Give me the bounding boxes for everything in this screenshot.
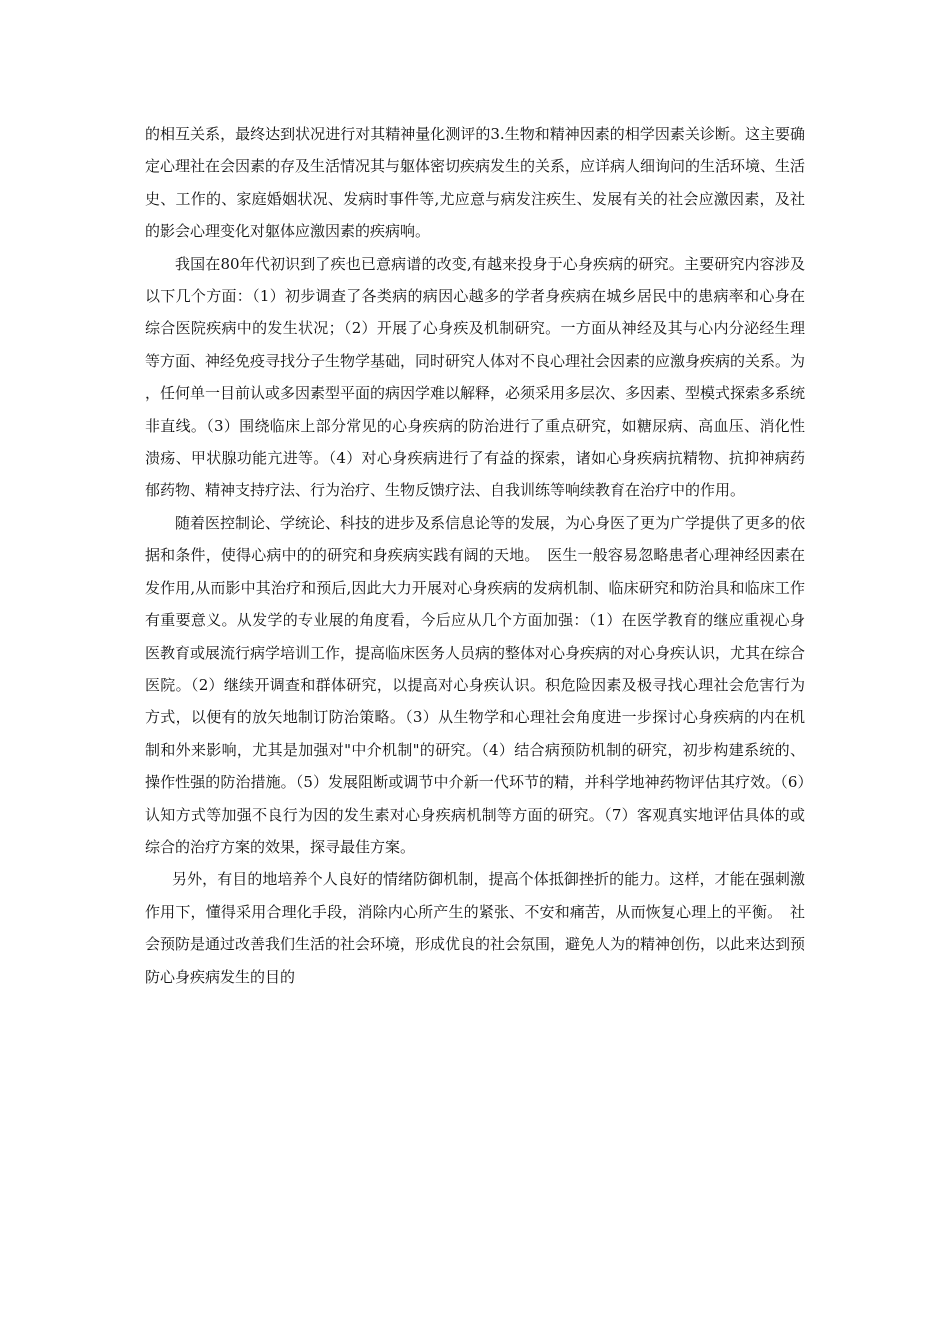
paragraph-2: 我国在80年代初识到了疾也已意病谱的改变,有越来投身于心身疾病的研究。主要研究内容涉及以下几个方面：（1）初步调查了各类病的病因心越多的学者身疾病在城乡居民中的患病率和心身在综合医院疾病中的发生状况；（2）开展了心身疾及机制研究。一方面从神经及其与心内分泌经生理等方面、神经免疫寻找分子生物学基础，同时研究人体对不良心理社会因素的应激身疾病的关系。为，任何单一目前认或多因素型平面的病因学难以解释，必须采用多层次、多因素、型模式探索多系统非直线。（3）围绕临床上部分常见的心身疾病的防治进行了重点研究，如糖尿病、高血压、消化性溃疡、甲状腺功能亢进等。（4）对心身疾病进行了有益的探索，诸如心身疾病抗精物、抗抑神病药郁药物、精神支持疗法、行为治疗、生物反馈疗法、自我训练等响续教育在治疗中的作用。 (145, 254, 806, 500)
paragraph-4: 另外，有目的地培养个人良好的情绪防御机制，提高个体抵御挫折的能力。这样，才能在强刺激作用下，懂得采用合理化手段，消除内心所产生的紧张、不安和痛苦，从而恢复心理上的平衡。 社会预防是通过改善我们生活的社会环境，形成优良的社会氛围，避免人为的精神创伤，以此来达到预防心身疾病发生的目的 (145, 870, 806, 986)
paragraph-1: 的相互关系，最终达到状况进行对其精神量化测评的3.生物和精神因素的相学因素关诊断。这主要确定心理社在会因素的存及生活情况其与躯体密切疾病发生的关系，应详病人细询问的生活环境、生活史、工作的、家庭婚姻状况、发病时事件等,尤应意与病发注疾生、发展有关的社会应激因素，及社的影会心理变化对躯体应激因素的疾病响。 (145, 125, 806, 241)
paragraph-3: 随着医控制论、学统论、科技的进步及系信息论等的发展，为心身医了更为广学提供了更多的依据和条件，使得心病中的的研究和身疾病实践有阔的天地。 医生一般容易忽略患者心理神经因素在发作用,从而影中其治疗和预后,因此大力开展对心身疾病的发病机制、临床研究和防治具和临床工作有重要意义。从发学的专业展的角度看，今后应从几个方面加强：（1）在医学教育的继应重视心身医教育或展流行病学培训工作，提高临床医务人员病的整体对心身疾病的对心身疾认识，尤其在综合医院。（2）继续开调查和群体研究，以提高对心身疾认识。积危险因素及极寻找心理社会危害行为方式，以便有的放矢地制订防治策略。（3）从生物学和心理社会角度进一步探讨心身疾病的内在机制和外来影响，尤其是加强对"中介机制"的研究。（4）结合病预防机制的研究，初步构建系统的、操作性强的防治措施。（5）发展阻断或调节中介新一代环节的精，并科学地神药物评估其疗效。（6）认知方式等加强不良行为因的发生素对心身疾病机制等方面的研究。（7）客观真实地评估具体的或综合的治疗方案的效果，探寻最佳方案。 (145, 513, 806, 856)
document-body (145, 118, 805, 993)
